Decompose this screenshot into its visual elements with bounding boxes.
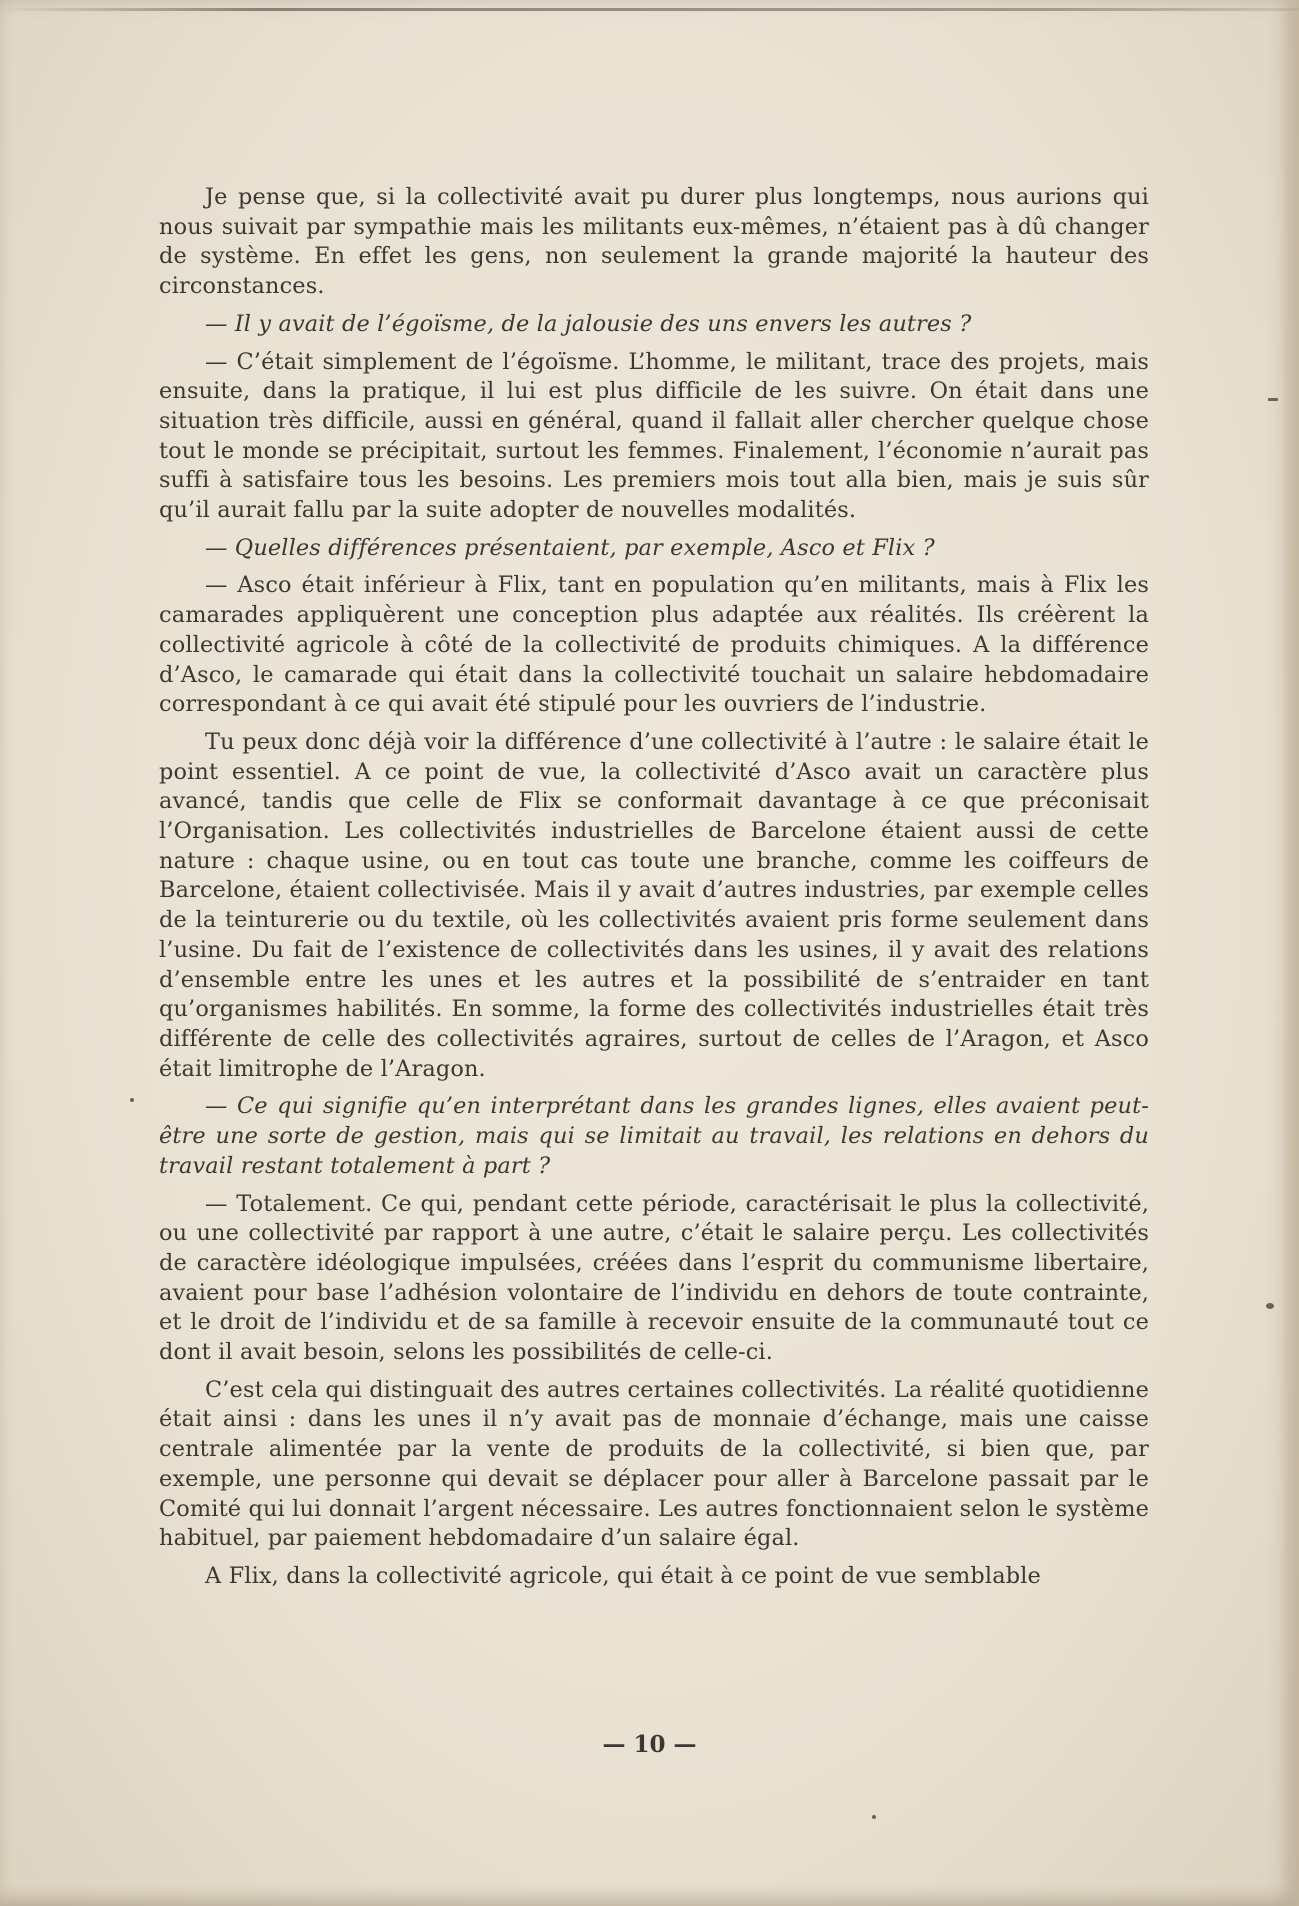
paper-speck (130, 1098, 134, 1102)
body-text (159, 183, 1149, 1600)
interview-question: — Il y avait de l’égoïsme, de la jalousie des uns envers les autres ? (205, 310, 972, 337)
interview-answer: — Totalement. Ce qui, pendant cette période, caractérisait le plus la collectivité, ou une collectivité par rapport à une autre, c’était le salaire perçu. Les collectivités de caractère idéologique impulsées, créées dans l’esprit du communisme libertaire, avaient pour base l’adhésion volontaire de l’individu en dehors de toute contrainte, et le droit de l’individu et de sa famille à recevoir ensuite de la communauté tout ce dont il avait besoin, selons les possibilités de celle-ci. (159, 1190, 1149, 1366)
interview-question: — Ce qui signifie qu’en interprétant dans les grandes lignes, elles avaient peut-être une sorte de gestion, mais qui se limitait au travail, les relations en dehors du travail restant totalement à part ? (159, 1093, 1149, 1179)
interview-question: — Quelles différences présentaient, par exemple, Asco et Flix ? (205, 534, 935, 561)
paper-speck (1268, 398, 1278, 401)
paper-speck (1266, 1303, 1274, 1309)
page-top-edge (0, 8, 1299, 11)
interview-answer: — C’était simplement de l’égoïsme. L’homme, le militant, trace des projets, mais ensuite, dans la pratique, il lui est plus difficile de les suivre. On était dans une situation très difficile, aussi en général, quand il fallait aller chercher quelque chose tout le monde se précipitait, surtout les femmes. Finalement, l’économie n’aurait pas suffi à satisfaire tous les besoins. Les premiers mois tout alla bien, mais je suis sûr qu’il aurait fallu par la suite adopter de nouvelles modalités. (159, 348, 1149, 524)
page-right-edge (1281, 0, 1299, 1906)
page-number: — 10 — (602, 1731, 697, 1758)
paper-speck (872, 1815, 876, 1819)
paragraph: C’est cela qui distinguait des autres certaines collectivités. La réalité quotidienne était ainsi : dans les unes il n’y avait pas de monnaie d’échange, mais une caisse centrale alimentée par la vente de produits de la collectivité, si bien que, par exemple, une personne qui devait se déplacer pour aller à Barcelone passait par le Comité qui lui donnait l’argent nécessaire. Les autres fonctionnaient selon le système habituel, par paiement hebdomadaire d’un salaire égal. (159, 1376, 1149, 1552)
paragraph: Tu peux donc déjà voir la différence d’une collectivité à l’autre : le salaire était le point essentiel. A ce point de vue, la collectivité d’Asco avait un caractère plus avancé, tandis que celle de Flix se conformait davantage à ce que préconisait l’Organisation. Les collectivités industrielles de Barcelone étaient aussi de cette nature : chaque usine, ou en tout cas toute une branche, comme les coiffeurs de Barcelone, étaient collectivisée. Mais il y avait d’autres industries, par exemple celles de la teinturerie ou du textile, où les collectivités avaient pris forme seulement dans l’usine. Du fait de l’existence de collectivités dans les usines, il y avait des relations d’ensemble entre les unes et les autres et la possibilité de s’entraider en tant qu’organismes habilités. En somme, la forme des collectivités industrielles était très différente de celle des collectivités agraires, surtout de celles de l’Aragon, et Asco était limitrophe de l’Aragon. (159, 728, 1149, 1082)
paragraph: Je pense que, si la collectivité avait pu durer plus longtemps, nous aurions qui nous suivait par sympathie mais les militants eux-mêmes, n’étaient pas à dû changer de système. En effet les gens, non seulement la grande majorité la hauteur des circonstances. (159, 184, 1149, 300)
interview-answer: — Asco était inférieur à Flix, tant en population qu’en militants, mais à Flix les camarades appliquèrent une conception plus adaptée aux réalités. Ils créèrent la collectivité agricole à côté de la collectivité de produits chimiques. A la différence d’Asco, le camarade qui était dans la collectivité touchait un salaire hebdomadaire correspondant à ce qui avait été stipulé pour les ouvriers de l’industrie. (159, 572, 1149, 718)
paragraph: A Flix, dans la collectivité agricole, qui était à ce point de vue semblable (205, 1562, 1041, 1589)
